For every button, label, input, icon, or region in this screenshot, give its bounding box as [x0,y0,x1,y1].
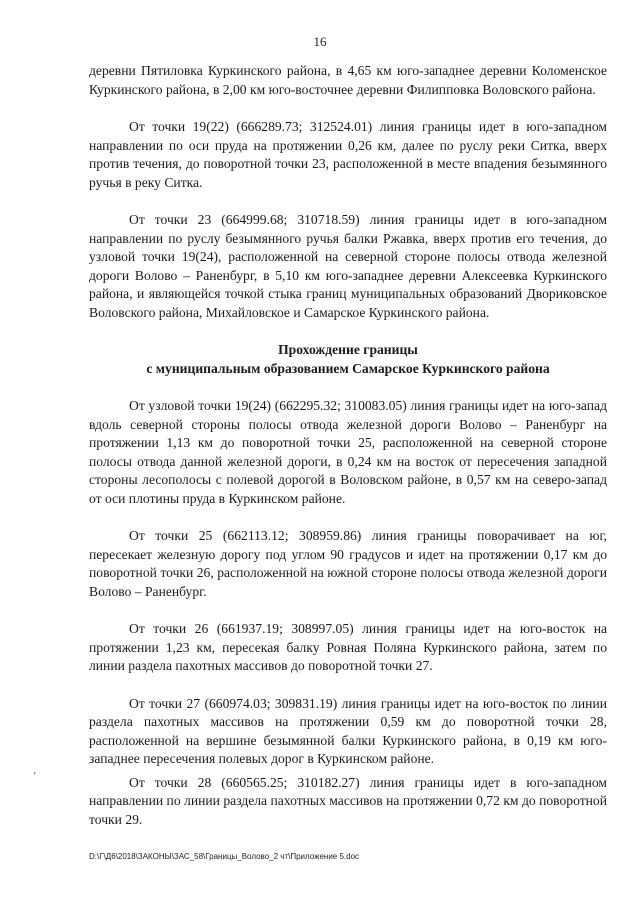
margin-mark: ’ [33,771,37,782]
paragraph-continuation: деревни Пятиловка Куркинского района, в 4,65 км юго-западнее деревни Коломенское Куркинского района, в 2,00 км юго-восточнее деревни Филипповка Воловского района. [89,63,607,97]
document-body [89,62,607,829]
section-heading-line-2: с муниципальным образованием Самарское Куркинского района [146,360,550,376]
paragraph-point-28: От точки 28 (660565.25; 310182.27) линия границы идет в юго-западном направлении по линии раздела пахотных массивов на протяжении 0,72 км до поворотной точки 29. [89,774,607,827]
paragraph-point-19-22: От точки 19(22) (666289.73; 312524.01) линия границы идет в юго-западном направлении по оси пруда на протяжении 0,26 км, далее по руслу реки Ситка, вверх против течения, до поворотной точки 23, расположенной в месте впадения безымянного ручья в реку Ситка. [89,119,607,190]
paragraph-point-19-24: От узловой точки 19(24) (662295.32; 310083.05) линия границы идет на юго-запад вдоль северной стороны полосы отвода железной дороги Волово – Раненбург на протяжении 1,13 км до поворотной точки 25, расположенной на северной стороне полосы отвода данной железной дороги, в 0,24 км на восток от пересечения западной стороны лесополосы с полевой дорогой в Воловском районе, в 0,57 км на северо-запад от оси плотины пруда в Куркинском районе. [89,398,607,506]
page-number: 16 [313,34,327,49]
paragraph-point-26: От точки 26 (661937.19; 308997.05) линия границы идет на юго-восток на протяжении 1,23 км, пересекая балку Ровная Поляна Куркинского района, затем по линии раздела пахотных массивов до поворотной точки 27. [89,621,607,673]
paragraph-point-25: От точки 25 (662113.12; 308959.86) линия границы поворачивает на юг, пересекает железную дорогу под углом 90 градусов и идет на протяжении 0,17 км до поворотной точки 26, расположенной на южной стороне полосы отвода железной дороги Волово – Раненбург. [89,528,607,599]
paragraph-point-23: От точки 23 (664999.68; 310718.59) линия границы идет в юго-западном направлении по руслу безымянного ручья балки Ржавка, вверх против его течения, до узловой точки 19(24), расположенной на северной стороне полосы отвода железной дороги Волово – Раненбург, в 5,10 км юго-западнее деревни Алексеевка Куркинского района, и являющейся точкой стыка границ муниципальных образований Двориковское Воловского района, Михайловское и Самарское Куркинского района. [89,212,607,320]
footer-file-path: D:\Г\Д6\2018\ЗАКОНЫ\ЗАС_58\Границы_Волово_2 чт\Приложение 5.doc [89,852,360,861]
section-heading [89,341,607,378]
paragraph-point-27: От точки 27 (660974.03; 309831.19) линия границы идет на юго-восток по линии раздела пахотных массивов на протяжении 0,59 км до поворотной точки 28, расположенной на вершине безымянной балки Куркинского района, в 0,19 км юго-западнее пересечения полевых дорог в Куркинском районе. [89,695,607,766]
section-heading-line-1: Прохождение границы [278,342,418,357]
